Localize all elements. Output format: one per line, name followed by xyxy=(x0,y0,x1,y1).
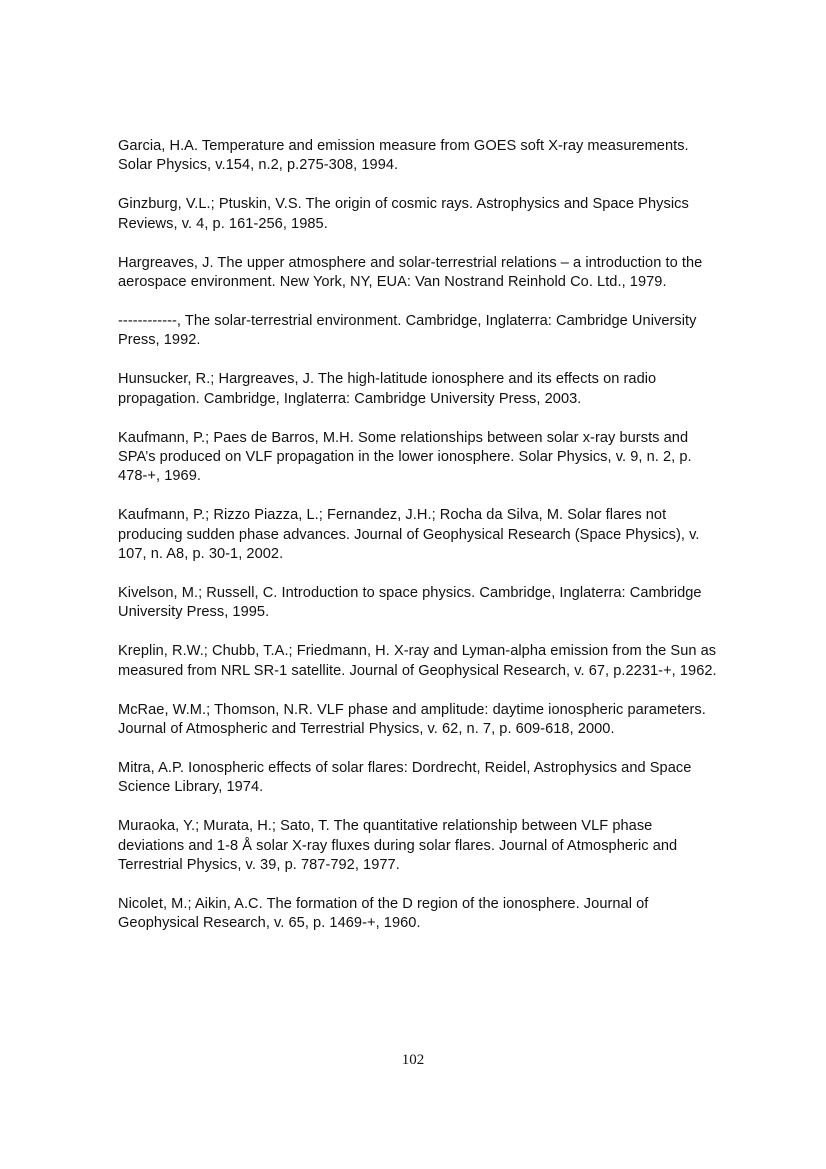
reference-list xyxy=(118,137,718,953)
reference-entry: ------------, The solar-terrestrial environment. Cambridge, Inglaterra: Cambridge University Press, 1992. xyxy=(118,312,697,349)
page-number: 102 xyxy=(401,1052,425,1068)
reference-entry: Ginzburg, V.L.; Ptuskin, V.S. The origin of cosmic rays. Astrophysics and Space Physics Reviews, v. 4, p. 161-256, 1985. xyxy=(118,196,689,232)
reference-entry: Garcia, H.A. Temperature and emission measure from GOES soft X-ray measurements. Solar Physics, v.154, n.2, p.275-308, 1994. xyxy=(118,138,689,174)
reference-entry: Muraoka, Y.; Murata, H.; Sato, T. The quantitative relationship between VLF phase deviations and 1-8 Å solar X-ray fluxes during solar flares. Journal of Atmospheric and Terrestrial Physics, v. 39, p. 787-792, 1977. xyxy=(118,818,678,874)
reference-entry: Kaufmann, P.; Rizzo Piazza, L.; Fernandez, J.H.; Rocha da Silva, M. Solar flares not producing sudden phase advances. Journal of Geophysical Research (Space Physics), v. 107, n. A8, p. 30-1, 2002. xyxy=(118,507,700,563)
reference-entry: Hargreaves, J. The upper atmosphere and solar-terrestrial relations – a introduction to the aerospace environment. New York, NY, EUA: Van Nostrand Reinhold Co. Ltd., 1979. xyxy=(118,254,703,291)
reference-entry: Mitra, A.P. Ionospheric effects of solar flares: Dordrecht, Reidel, Astrophysics and Space Science Library, 1974. xyxy=(118,759,692,796)
reference-entry: Hunsucker, R.; Hargreaves, J. The high-latitude ionosphere and its effects on radio propagation. Cambridge, Inglaterra: Cambridge University Press, 2003. xyxy=(118,371,657,407)
reference-entry: Nicolet, M.; Aikin, A.C. The formation of the D region of the ionosphere. Journal of Geophysical Research, v. 65, p. 1469-+, 1960. xyxy=(118,895,649,932)
reference-entry: Kreplin, R.W.; Chubb, T.A.; Friedmann, H. X-ray and Lyman-alpha emission from the Sun as measured from NRL SR-1 satellite. Journal of Geophysical Research, v. 67, p.2231-+, 1962. xyxy=(118,643,717,679)
reference-entry: Kaufmann, P.; Paes de Barros, M.H. Some relationships between solar x-ray bursts and SPA’s produced on VLF propagation in the lower ionosphere. Solar Physics, v. 9, n. 2, p. 478-+, 1969. xyxy=(118,429,692,485)
reference-entry: Kivelson, M.; Russell, C. Introduction to space physics. Cambridge, Inglaterra: Cambridge University Press, 1995. xyxy=(118,585,702,621)
reference-entry: McRae, W.M.; Thomson, N.R. VLF phase and amplitude: daytime ionospheric parameters. Journal of Atmospheric and Terrestrial Physics, v. 62, n. 7, p. 609-618, 2000. xyxy=(118,701,706,738)
